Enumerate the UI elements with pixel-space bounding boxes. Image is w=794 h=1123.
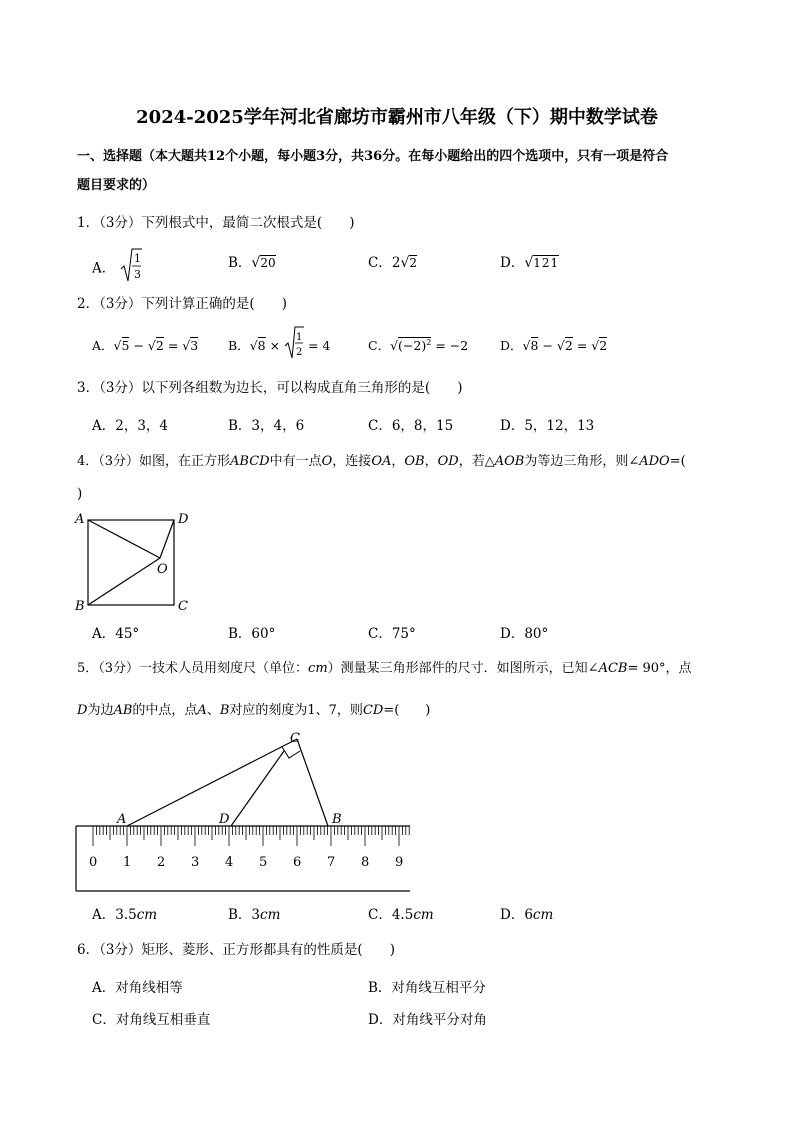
q5-line2-e: =( ) — [383, 703, 431, 718]
ruler-tick-label: 5 — [259, 855, 268, 870]
q3-option-d: D．5，12，13 — [500, 418, 595, 434]
ruler-tick-label: 4 — [225, 855, 234, 870]
q1-c-coef: 2 — [391, 255, 401, 271]
q5-option-d — [500, 903, 553, 923]
q4-stem-mid4: 为等边三角形，则∠ — [524, 454, 640, 469]
q1-stem: 1．（3分）下列根式中，最简二次根式是( ) — [77, 215, 355, 231]
q4-option-c: C．75° — [368, 626, 416, 642]
q4-option-a: A．45° — [92, 626, 140, 642]
q4-stem-mid2: ，连接 — [332, 454, 372, 469]
ruler-tick-label: 9 — [395, 855, 404, 870]
q5-var-cd: CD — [362, 703, 384, 718]
q4-comma1: ， — [391, 454, 405, 469]
q4-var-od: OD — [437, 454, 459, 469]
q2-a-r2: 2 — [155, 338, 164, 353]
q5-line2-a: 为边 — [87, 703, 114, 718]
q3-option-b: B．3，4，6 — [228, 418, 305, 434]
q5-line2-d: 对应的刻度为1、7，则 — [229, 703, 363, 718]
q5-option-b — [228, 903, 280, 923]
q1-b-radicand: 20 — [260, 256, 276, 270]
q5-var-pa: A — [197, 703, 207, 718]
q5-option-a — [92, 903, 157, 923]
q5-unit: cm — [308, 661, 328, 676]
ruler-tick-label: 2 — [157, 855, 166, 870]
q1-option-c-label: C． — [368, 255, 392, 271]
q4-stem-end: =( — [669, 454, 686, 469]
q4-var-aob: AOB — [494, 454, 525, 469]
q4-var-oa: OA — [371, 454, 392, 469]
q2-b-eq: = 4 — [308, 338, 331, 353]
q4-label-o: O — [157, 562, 168, 577]
q4-label-a: A — [75, 512, 85, 527]
ruler-tick-label: 0 — [89, 855, 98, 870]
q2-d-r3: 2 — [599, 338, 608, 353]
q5-stem-line2 — [77, 699, 430, 718]
q5-b-pre: B．3 — [228, 907, 261, 923]
ruler-labels — [89, 855, 403, 870]
q6-option-a: A．对角线相等 — [92, 980, 183, 996]
ruler-tick-label: 3 — [191, 855, 200, 870]
ruler-tick-label: 6 — [293, 855, 302, 870]
q2-c-radicand: (−2) — [398, 338, 427, 353]
q4-var-ado: ADO — [639, 454, 670, 469]
q2-option-a-label: A． — [92, 338, 114, 353]
q5-label-c: C — [290, 731, 300, 746]
q2-d-r2: 2 — [564, 338, 573, 353]
q2-d-op: − — [542, 338, 553, 353]
q2-b-r1: 8 — [257, 338, 266, 353]
q2-option-c: C．$√(-2)^2 = -2$ — [368, 337, 469, 353]
q4-label-d: D — [178, 512, 189, 527]
q2-b-fraction — [284, 331, 304, 358]
q2-d-r1: 8 — [530, 338, 539, 353]
ruler-tick-label: 1 — [123, 855, 132, 870]
q5-c-pre: C．4.5 — [368, 907, 414, 923]
q4-stem-mid3: ，若△ — [458, 454, 495, 469]
q2-a-r1: 5 — [121, 338, 130, 353]
q2-a-op: − — [133, 338, 144, 353]
q2-stem: 2．（3分）下列计算正确的是( ) — [77, 296, 287, 312]
q4-label-b: B — [75, 599, 85, 614]
q5-a-pre: A．3.5 — [92, 907, 137, 923]
q5-d-unit: cm — [532, 907, 554, 923]
q2-a-eq: = — [167, 338, 179, 353]
q2-option-a: A．√5 − √2 = √3 — [92, 338, 199, 353]
q1-option-b: B．√20 — [228, 255, 276, 271]
q4-stem-line2: ) — [77, 486, 83, 502]
q5-line1-end: = 90°，点 — [627, 661, 692, 676]
q4-stem — [77, 450, 686, 469]
q1-c-radicand: 2 — [409, 256, 417, 270]
q4-square-figure — [70, 508, 200, 618]
q5-label-d: D — [219, 812, 230, 827]
q2-option-c-label: C． — [368, 338, 391, 353]
q4-option-b: B．60° — [228, 626, 276, 642]
page-title: 2024-2025学年河北省廊坊市霸州市八年级（下）期中数学试卷 — [136, 107, 658, 128]
q5-line2-b: 的中点，点 — [132, 703, 198, 718]
sqrt-sign-icon — [120, 247, 142, 283]
q3-stem: 3．（3分）以下列各组数为边长，可以构成直角三角形的是( ) — [77, 380, 463, 396]
q5-line1-mid: ）测量某三角形部件的尺寸．如图所示，已知∠ — [327, 661, 599, 676]
section-header-line2: 题目要求的） — [77, 178, 156, 193]
q5-d-pre: D．6 — [500, 907, 533, 923]
q2-option-d-label: D． — [500, 338, 523, 353]
q1-option-a — [92, 251, 142, 287]
q2-d-eq: = — [576, 338, 588, 353]
q2-c-eq: = −2 — [435, 338, 469, 353]
q5-label-b: B — [332, 812, 342, 827]
ruler-ticks — [93, 826, 409, 846]
q5-stem-line1 — [77, 657, 692, 676]
ruler-tick-label: 7 — [327, 855, 336, 870]
q5-var-pb: B — [219, 703, 230, 718]
q1-option-d: D．√121 — [500, 255, 560, 271]
q5-line1-pre: 5．（3分）一技术人员用刻度尺（单位： — [77, 661, 309, 676]
q5-var-acb: ACB — [598, 661, 628, 676]
q2-b-op: × — [269, 338, 281, 353]
q5-label-a: A — [117, 812, 127, 827]
q5-option-c — [368, 903, 434, 923]
q5-var-ab: AB — [113, 703, 133, 718]
q1-a-denominator: 3 — [133, 268, 141, 281]
q6-stem: 6．（3分）矩形、菱形、正方形都具有的性质是( ) — [77, 942, 395, 958]
q5-b-unit: cm — [260, 907, 281, 923]
q6-option-b: B．对角线互相平分 — [368, 980, 486, 996]
q6-option-d: D．对角线平分对角 — [368, 1012, 487, 1028]
q6-option-c: C．对角线互相垂直 — [92, 1012, 211, 1028]
sqrt-sign-icon — [284, 326, 304, 360]
q2-option-b-label: B． — [228, 338, 250, 353]
section-header-line1: 一、选择题（本大题共12个小题，每小题3分，共36分。在每小题给出的四个选项中，只有一项是符合 — [77, 149, 669, 164]
q2-b-denominator: 2 — [296, 346, 303, 358]
q4-var-abcd: ABCD — [230, 454, 270, 469]
q5-ruler-figure — [70, 725, 420, 897]
q2-b-numerator: 1 — [296, 331, 303, 343]
q2-a-r3: 3 — [190, 338, 199, 353]
q4-comma2: ， — [424, 454, 438, 469]
q1-option-d-label: D． — [500, 255, 525, 271]
q1-option-b-label: B． — [228, 255, 252, 271]
q3-option-a: A．2，3，4 — [92, 418, 169, 434]
q5-c-unit: cm — [413, 907, 434, 923]
q2-c-exponent: 2 — [426, 337, 432, 347]
q1-a-numerator: 1 — [133, 252, 141, 265]
q4-stem-mid1: 中有一点 — [269, 454, 322, 469]
q5-a-unit: cm — [136, 907, 158, 923]
q5-line2-c: 、 — [206, 703, 220, 718]
q2-option-b: B．√8 × 1 2 = 4 — [228, 336, 330, 354]
q1-option-c: C．2√2 — [368, 255, 417, 271]
q4-label-c: C — [178, 599, 188, 614]
q1-d-radicand: 121 — [533, 256, 560, 270]
q4-stem-pre: 4．（3分）如图，在正方形 — [77, 454, 231, 469]
ruler-tick-label: 8 — [361, 855, 370, 870]
q2-option-d: D．√8 − √2 = √2 — [500, 338, 608, 353]
q5-var-d: D — [77, 703, 88, 718]
q4-option-d: D．80° — [500, 626, 549, 642]
q1-option-a-label: A． — [92, 260, 116, 277]
q1-option-a-formula — [120, 251, 142, 287]
q4-var-ob: OB — [404, 454, 425, 469]
q4-var-o: O — [321, 454, 333, 469]
q3-option-c: C．6，8，15 — [368, 418, 454, 434]
